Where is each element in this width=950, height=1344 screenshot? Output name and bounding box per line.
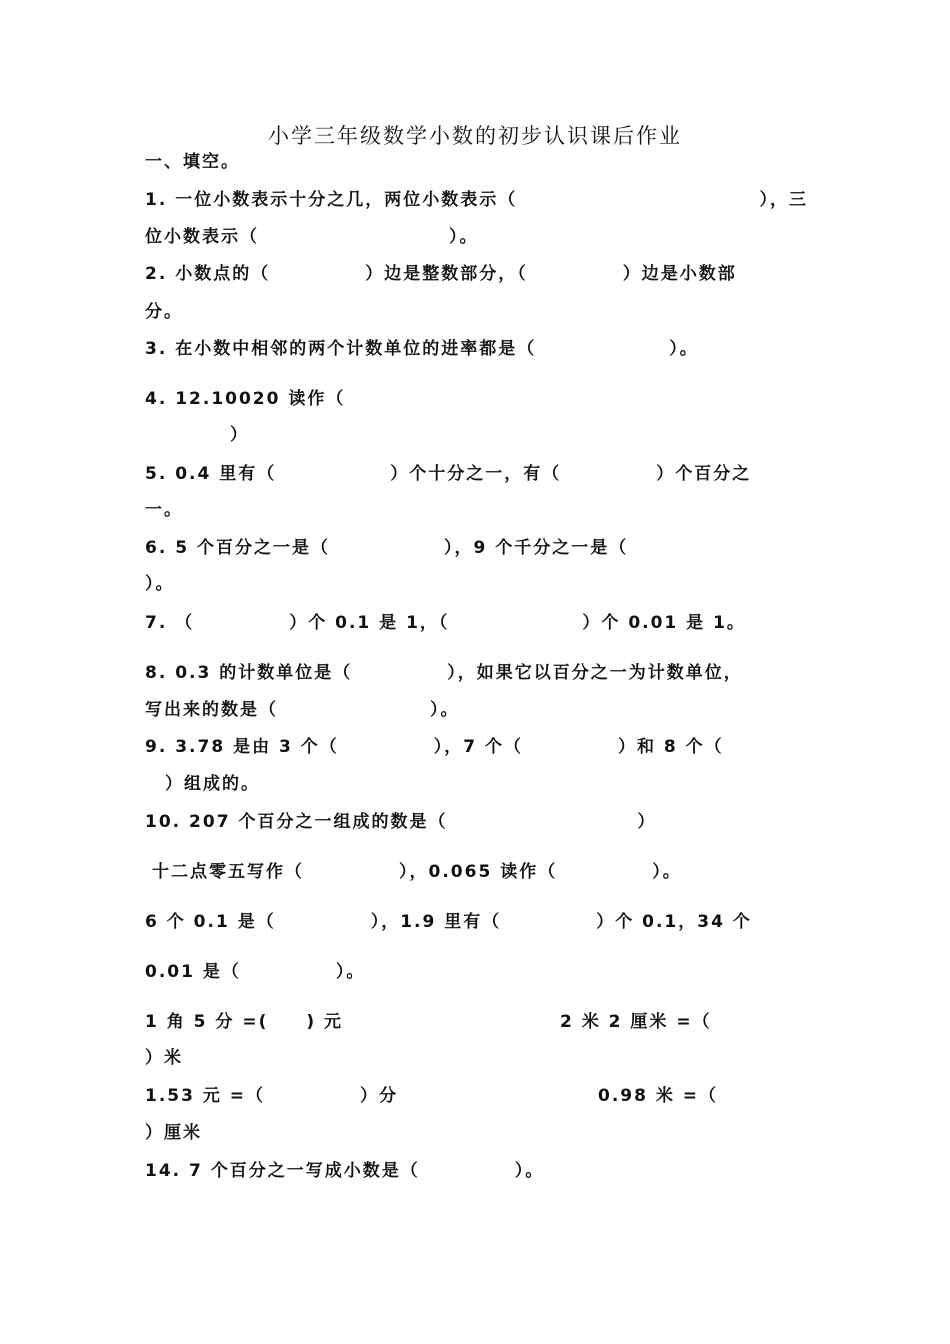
question-3: 3. 在小数中相邻的两个计数单位的进率都是（ ）。: [145, 339, 699, 359]
question-11: 十二点零五写作（ ），0.065 读作（ ）。: [152, 862, 682, 882]
question-1-line-1: [145, 188, 808, 212]
question-5-line-2: 一。: [145, 500, 183, 520]
question-13-row-1-cont: ）米: [145, 1048, 183, 1068]
question-12-line-2: 0.01 是（ ）。: [145, 962, 366, 982]
question-9-line-2: ）组成的。: [165, 774, 260, 794]
question-4-line-2: ）: [230, 425, 249, 445]
question-8-line-2: 写出来的数是（ ）。: [145, 700, 460, 720]
question-1-text-b: ），三: [759, 190, 808, 210]
question-7: 7. （ ）个 0.1 是 1，（ ）个 0.01 是 1。: [145, 613, 746, 633]
question-13-row-1: [145, 1010, 808, 1034]
section-heading: 一、填空。: [145, 152, 240, 172]
question-13-row-2: [145, 1084, 808, 1108]
question-1-line-2: 位小数表示（ ）。: [145, 227, 479, 247]
question-6-line-1: 6. 5 个百分之一是（ ），9 个千分之一是（: [145, 538, 629, 558]
question-1-text-a: 1. 一位小数表示十分之几，两位小数表示（: [145, 190, 518, 210]
conversion-meter-to-cm: 0.98 米 =（: [598, 1086, 719, 1106]
question-2-line-2: 分。: [145, 302, 183, 322]
question-8-line-1: 8. 0.3 的计数单位是（ ），如果它以百分之一为计数单位，: [145, 663, 743, 683]
conversion-meter-cm: 2 米 2 厘米 =（: [560, 1012, 712, 1032]
conversion-yuan-fen: 1.53 元 =（ ）分: [145, 1086, 399, 1106]
question-9-line-1: 9. 3.78 是由 3 个（ ），7 个（ ）和 8 个（: [145, 737, 724, 757]
conversion-jiao-fen: 1 角 5 分 =( ) 元: [145, 1012, 344, 1032]
question-4-line-1: 4. 12.10020 读作（: [145, 389, 346, 409]
question-6-line-2: ）。: [145, 574, 175, 594]
page-title: 小学三年级数学小数的初步认识课后作业: [268, 124, 682, 148]
question-12-line-1: 6 个 0.1 是（ ），1.9 里有（ ）个 0.1，34 个: [145, 912, 752, 932]
question-13-row-2-cont: ）厘米: [145, 1123, 202, 1143]
question-5-line-1: 5. 0.4 里有（ ）个十分之一，有（ ）个百分之: [145, 464, 752, 484]
question-2-line-1: 2. 小数点的（ ）边是整数部分，（ ）边是小数部: [145, 264, 737, 284]
question-14: 14. 7 个百分之一写成小数是（ ）。: [145, 1161, 545, 1181]
question-10: 10. 207 个百分之一组成的数是（ ）: [145, 812, 657, 832]
